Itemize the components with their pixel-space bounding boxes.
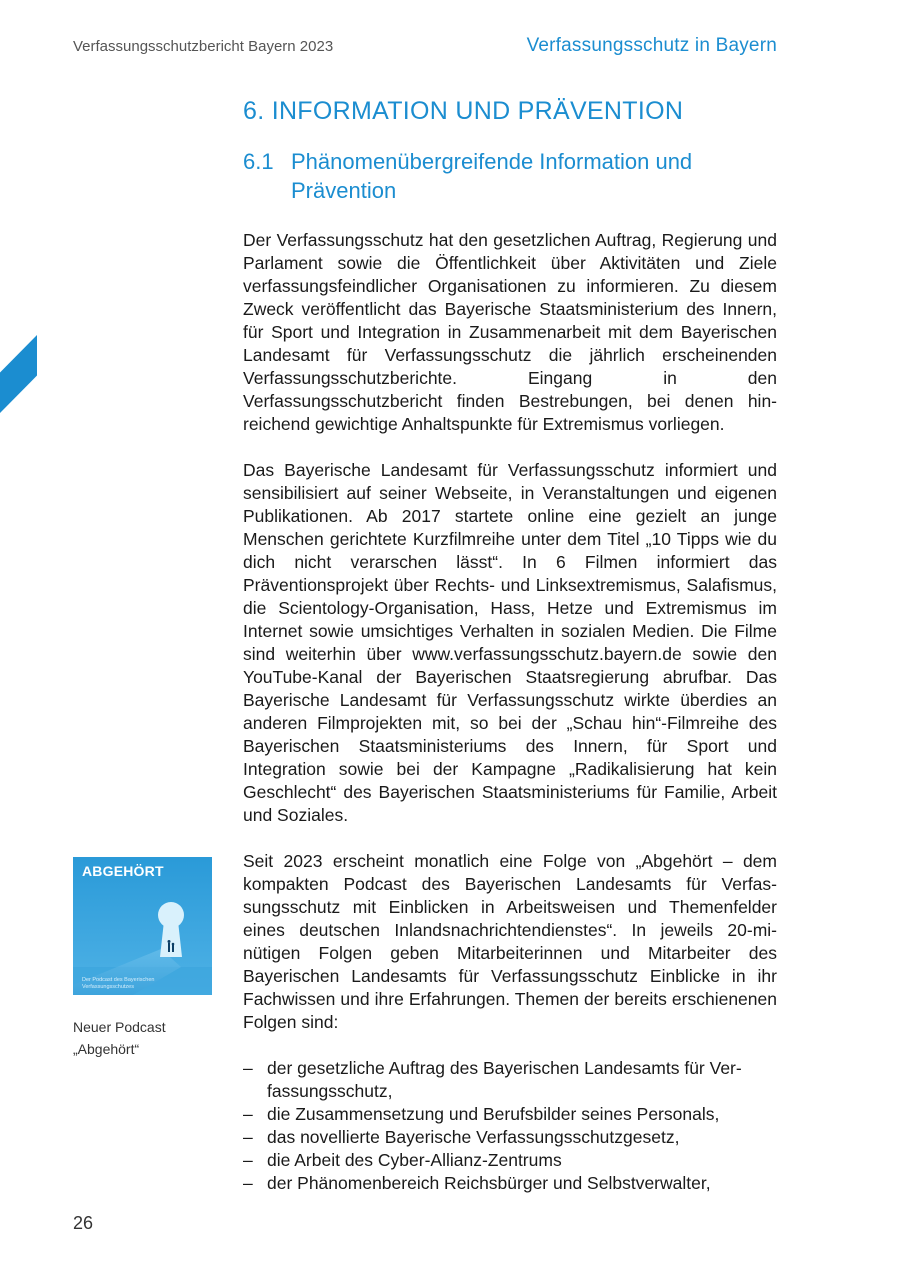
subsection-number: 6.1 bbox=[243, 149, 274, 174]
bullet-dash: – bbox=[243, 1058, 253, 1078]
bullet-dash: – bbox=[243, 1127, 253, 1147]
bullet-dash: – bbox=[243, 1150, 253, 1170]
list-item-text: die Arbeit des Cyber-Allianz-Zentrums bbox=[267, 1150, 562, 1170]
main-content bbox=[243, 95, 777, 1195]
bullet-dash: – bbox=[243, 1173, 253, 1193]
list-item-text: das novellierte Bayerische Verfassungsschutzgesetz, bbox=[267, 1127, 680, 1147]
list-item-text: die Zusammensetzung und Berufsbilder seines Personals, bbox=[267, 1104, 720, 1124]
section-title: 6. INFORMATION UND PRÄVENTION bbox=[243, 97, 684, 125]
podcast-topic-list bbox=[243, 1057, 777, 1195]
list-item bbox=[243, 1149, 777, 1172]
caption-line2: „Abgehört“ bbox=[73, 1041, 140, 1057]
podcast-cover-image bbox=[73, 857, 212, 995]
subsection-heading-line1: Phänomenübergreifende Information und bbox=[291, 149, 693, 174]
running-header-left: Verfassungsschutzbericht Bayern 2023 bbox=[73, 38, 334, 55]
bullet-dash: – bbox=[243, 1104, 253, 1124]
list-item bbox=[243, 1057, 777, 1103]
paragraph-prevention: Das Bayerische Landesamt für Verfassungsschutz informiert und sensibilisiert auf seiner Webseite, in Veranstaltungen und eigenen Publikationen. Ab 2017 startete online eine gezielt an junge Menschen gerichtete Kurzfilmreihe unter dem Titel „10 Tipps wie du dich nicht verarschen lässt“. In 6 Filmen informiert das Präventionsprojekt über Rechts- und Linksextremismus, Salafismus, die Scientology-Organisation, Hass, Hetze und Extremismus im Internet sowie umsichtiges Verhalten in sozialen Medien. Die Filme sind weiterhin über www.verfassungsschutz.​bayern.de sowie den YouTube-Kanal der Bayerischen Staatsregierung abrufbar. Das Bayerische Landesamt für Verfassungsschutz wirkte überdies an anderen Filmprojekten mit, so bei der „Schau hin“-Filmreihe des Bayerischen Staatsministeriums des Innern, für Sport und Integration sowie bei der Kampagne „Radikalisierung hat kein Geschlecht“ des Bayerischen Staatsministeriums für Familie, Arbeit und Soziales. bbox=[243, 460, 777, 825]
subsection-heading bbox=[291, 147, 692, 205]
list-item-text: der Phänomenbereich Reichsbürger und Selbstverwalter, bbox=[267, 1173, 711, 1193]
paragraph-intro: Der Verfassungsschutz hat den gesetzlichen Auftrag, Regierung und Parlament sowie die Öffentlichkeit über Aktivitäten und Ziele verfassungsfeindlicher Organisationen zu informieren. Zu diesem Zweck veröffentlicht das Bayerische Staatsministerium des Innern, für Sport und Integration in Zusammenarbeit mit dem Bayerischen Landesamt für Verfassungsschutz die jährlich erscheinenden Verfassungsschutzberichte. Eingang in den Verfassungsschutzbericht finden Bestrebungen, bei denen hinreichend gewichtige Anhaltspunkte für Extremismus vorliegen. bbox=[243, 230, 777, 434]
podcast-cover-subtitle: Der Podcast des Bayerischen Verfassungsschutzes bbox=[82, 977, 155, 990]
page-number: 26 bbox=[73, 1213, 94, 1233]
caption-line1: Neuer Podcast bbox=[73, 1019, 166, 1035]
list-item bbox=[243, 1126, 777, 1149]
running-header-right: Verfassungsschutz in Bayern bbox=[526, 35, 777, 56]
list-item-text: der gesetzliche Auftrag des Bayerischen Landesamts für Verfassungsschutz, bbox=[267, 1058, 742, 1101]
list-item bbox=[243, 1172, 777, 1195]
podcast-cover-title: ABGEHÖRT bbox=[82, 863, 164, 879]
image-caption bbox=[73, 1016, 166, 1060]
subsection-title bbox=[243, 147, 777, 205]
list-item bbox=[243, 1103, 777, 1126]
chapter-marker-tab bbox=[0, 335, 37, 413]
subsection-heading-line2: Prävention bbox=[291, 178, 397, 203]
paragraph-podcast: Seit 2023 erscheint monatlich eine Folge von „Abgehört – dem kompakten Podcast des Bayerischen Landesamts für Verfassungsschutz mit Einblicken in Arbeitsweisen und Themenfelder eines deutschen Inlandsnachrichtendienstes“. In jeweils 20-minütigen Folgen geben Mitarbeiterinnen und Mitarbeiter des Bayerischen Landesamts für Verfassungsschutz Einblicke in ihr Fachwissen und ihre Erfahrungen. Themen der bereits erschienenen Folgen sind: bbox=[243, 851, 777, 1032]
